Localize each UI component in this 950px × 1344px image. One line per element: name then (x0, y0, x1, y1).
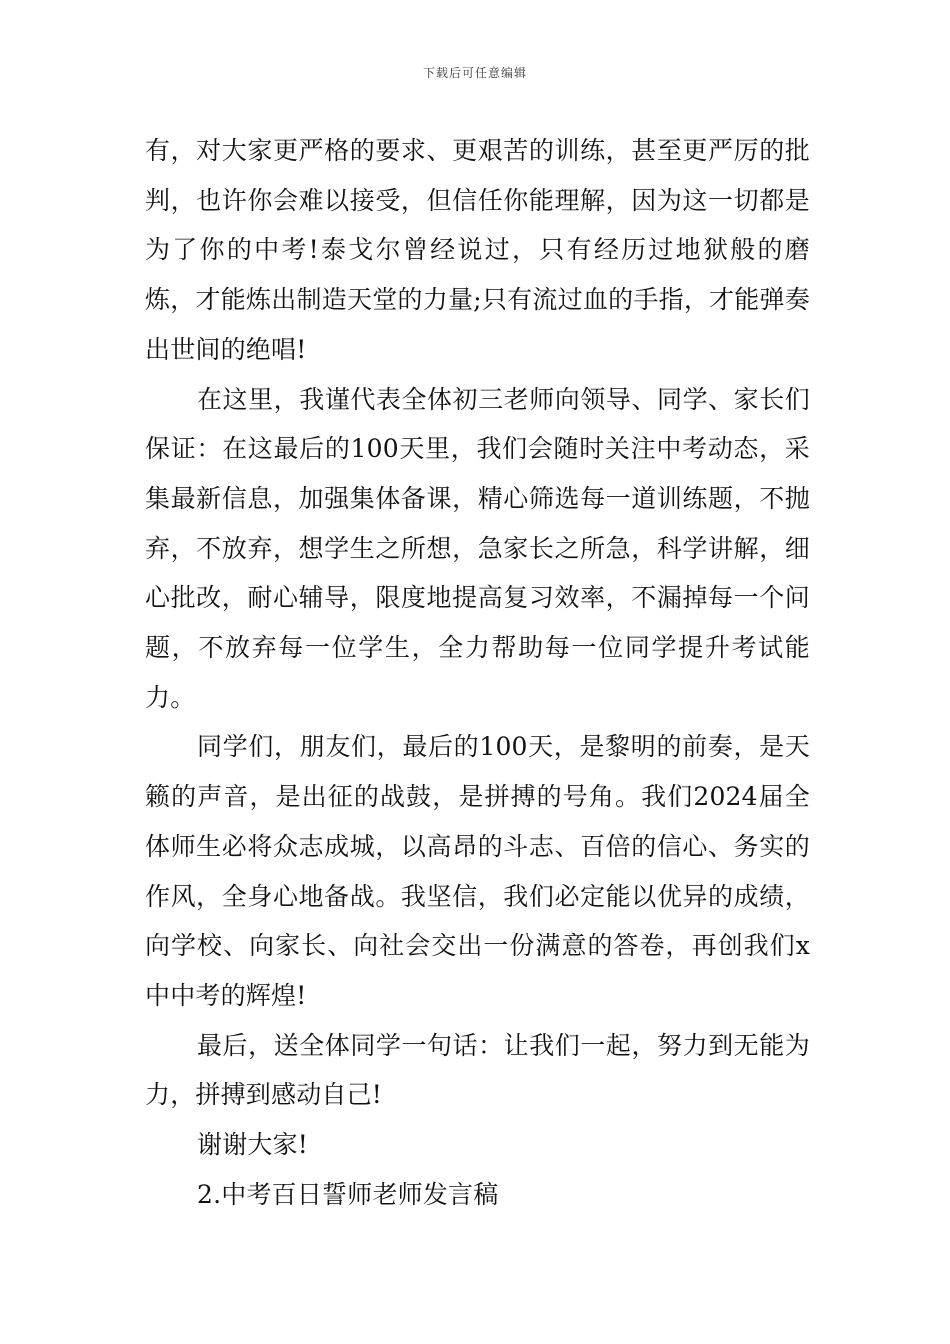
paragraph-call-to-action: 同学们，朋友们，最后的100天，是黎明的前奏，是天籁的声音，是出征的战鼓，是拼搏的号角。我们2024届全体师生必将众志成城，以高昂的斗志、百倍的信心、务实的作风，全身心地备战。我坚信，我们必定能以优异的成绩，向学校、向家长、向社会交出一份满意的答卷，再创我们x中中考的辉煌! (145, 732, 810, 1010)
page-header-note: 下载后可任意编辑 (422, 66, 527, 80)
section-heading: 2.中考百日誓师老师发言稿 (197, 1179, 499, 1209)
paragraph-closing-words: 最后，送全体同学一句话：让我们一起，努力到无能为力，拼搏到感动自己! (145, 1030, 810, 1110)
paragraph-thanks: 谢谢大家! (197, 1130, 309, 1160)
paragraph-continuation: 有，对大家更严格的要求、更艰苦的训练，甚至更严厉的批判，也许你会难以接受，但信任你能理解，因为这一切都是为了你的中考!泰戈尔曾经说过，只有经历过地狱般的磨炼，才能炼出制造天堂的力量;只有流过血的手指，才能弹奏出世间的绝唱! (145, 136, 810, 364)
paragraph-teacher-pledge: 在这里，我谨代表全体初三老师向领导、同学、家长们保证：在这最后的100天里，我们会随时关注中考动态，采集最新信息，加强集体备课，精心筛选每一道训练题，不抛弃，不放弃，想学生之所想，急家长之所急，科学讲解，细心批改，耐心辅导，限度地提高复习效率，不漏掉每一个问题，不放弃每一位学生，全力帮助每一位同学提升考试能力。 (145, 384, 810, 712)
document-body (145, 126, 810, 1219)
